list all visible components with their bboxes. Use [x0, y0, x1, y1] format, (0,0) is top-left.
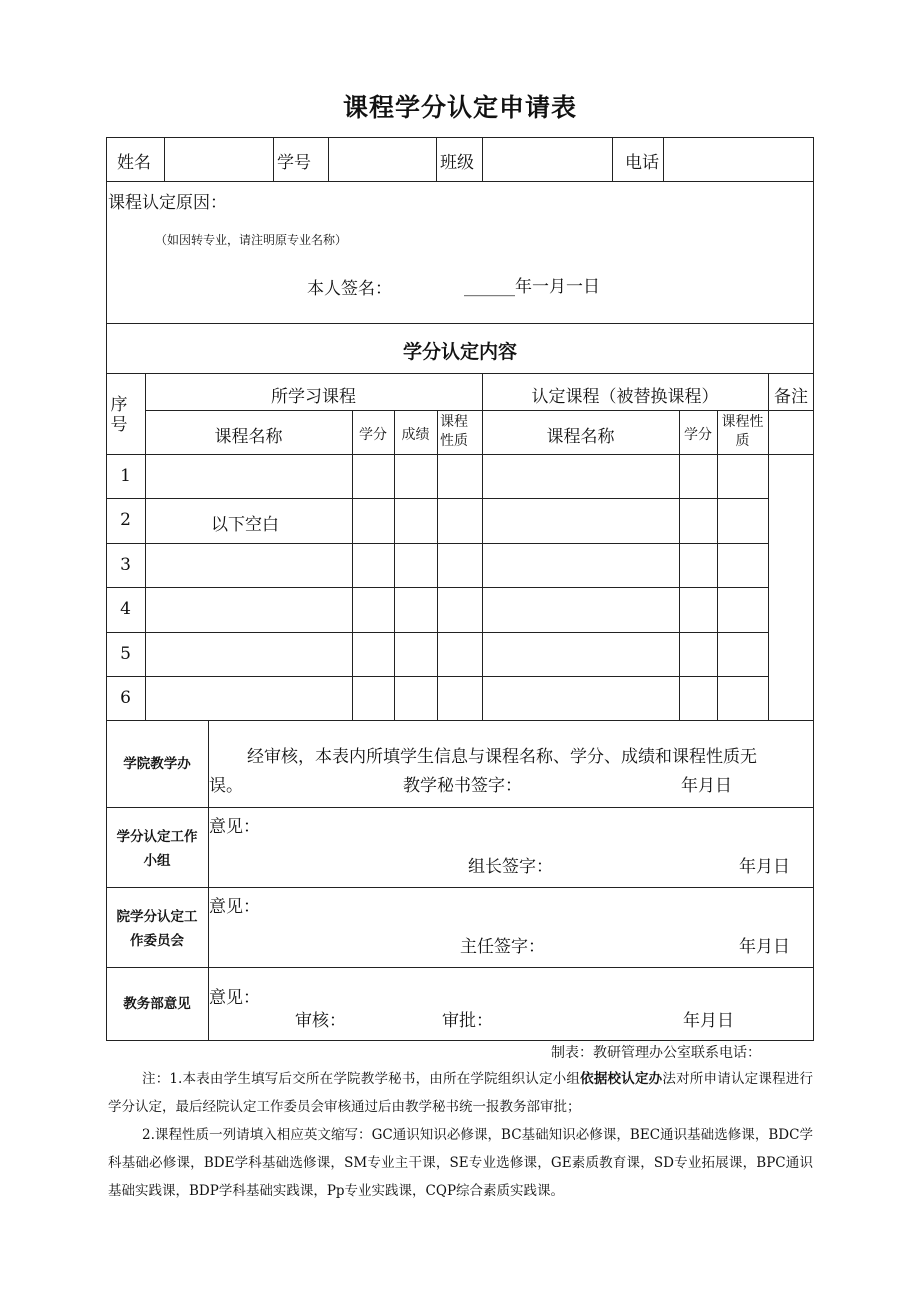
approve-label: 审批： — [442, 1011, 493, 1031]
review-label: 审核： — [295, 1011, 346, 1031]
recognized-course-name-header: 课程名称 — [546, 427, 615, 447]
reason-label: 课程认定原因： — [108, 193, 227, 213]
committee-label: 院学分认定工作委员会 — [116, 909, 198, 949]
academic-affairs-opinion: 意见： — [209, 988, 260, 1008]
credit-group-label: 学分认定工作小组 — [116, 829, 198, 869]
content-heading: 学分认定内容 — [402, 341, 517, 363]
class-field[interactable] — [483, 138, 612, 181]
studied-course-type-header: 课程性质 — [440, 414, 468, 449]
recognized-course-type-header: 课程性质 — [721, 414, 764, 449]
row-seq: 4 — [120, 599, 131, 619]
phone-field[interactable] — [664, 138, 813, 181]
note-1-rest: 法对所申请认定课程进行学分认定，最后经院认定工作委员会审核通过后由教学秘书统一报教务部审批； — [108, 1071, 813, 1115]
row-seq: 1 — [120, 466, 131, 486]
form-title: 课程学分认定申请表 — [342, 93, 577, 122]
recognized-credit-header: 学分 — [684, 427, 712, 443]
college-review-text: 经审核，本表内所填学生信息与课程名称、学分、成绩和课程性质无 — [247, 747, 757, 767]
name-field[interactable] — [165, 138, 273, 181]
studied-grade-header: 成绩 — [401, 427, 430, 443]
committee-date: 年月日 — [739, 937, 790, 957]
row-seq: 2 — [120, 510, 131, 530]
name-label: 姓名 — [117, 153, 151, 173]
recognized-courses-header: 认定课程（被替换课程） — [531, 387, 719, 407]
student-id-field[interactable] — [329, 138, 436, 181]
class-label: 班级 — [440, 153, 474, 173]
student-id-label: 学号 — [277, 153, 311, 173]
group-leader-signature-label: 组长签字： — [468, 857, 553, 877]
credit-group-opinion: 意见： — [209, 817, 260, 837]
form-maker: 制表：教研管理办公室联系电话： — [551, 1045, 761, 1061]
signature-date: ______年一月一日 — [464, 277, 600, 297]
college-date: 年月日 — [681, 776, 732, 796]
reason-hint: （如因转专业，请注明原专业名称） — [155, 233, 348, 247]
studied-course-name-header: 课程名称 — [214, 427, 283, 447]
note-1-emphasis: 依据校认定办 — [580, 1071, 663, 1087]
college-office-label: 学院教学办 — [123, 756, 191, 772]
college-review-text-end: 误。 — [209, 776, 243, 796]
remark-header: 备注 — [774, 387, 808, 407]
committee-opinion: 意见： — [209, 897, 260, 917]
secretary-signature-label: 教学秘书签字： — [403, 776, 522, 796]
signature-label: 本人签名： — [307, 279, 392, 299]
studied-courses-header: 所学习课程 — [271, 387, 356, 407]
academic-affairs-date: 年月日 — [683, 1011, 734, 1031]
row-seq: 6 — [120, 688, 131, 708]
phone-label: 电话 — [625, 153, 659, 173]
row-seq: 3 — [120, 555, 131, 575]
row-seq: 5 — [120, 644, 131, 664]
seq-header: 序号 — [110, 395, 128, 435]
row-studied-name: 以下空白 — [211, 515, 279, 535]
studied-credit-header: 学分 — [359, 427, 387, 443]
academic-affairs-label: 教务部意见 — [123, 996, 191, 1012]
note-1 — [108, 1065, 813, 1121]
director-signature-label: 主任签字： — [460, 937, 545, 957]
note-2: 2.课程性质一列请填入相应英文缩写：GC通识知识必修课，BC基础知识必修课，BEC通识基础选修课，BDC学科基础必修课，BDE学科基础选修课，SM专业主干课，SE专业选修课，GE素质教育课，SD专业拓展课，BPC通识基础实践课，BDP学科基础实践课，Pp专业实践课，CQP综合素质实践课。 — [108, 1127, 813, 1199]
credit-group-date: 年月日 — [739, 857, 790, 877]
note-1-text: 注：1.本表由学生填写后交所在学院教学秘书，由所在学院组织认定小组 — [142, 1071, 581, 1087]
